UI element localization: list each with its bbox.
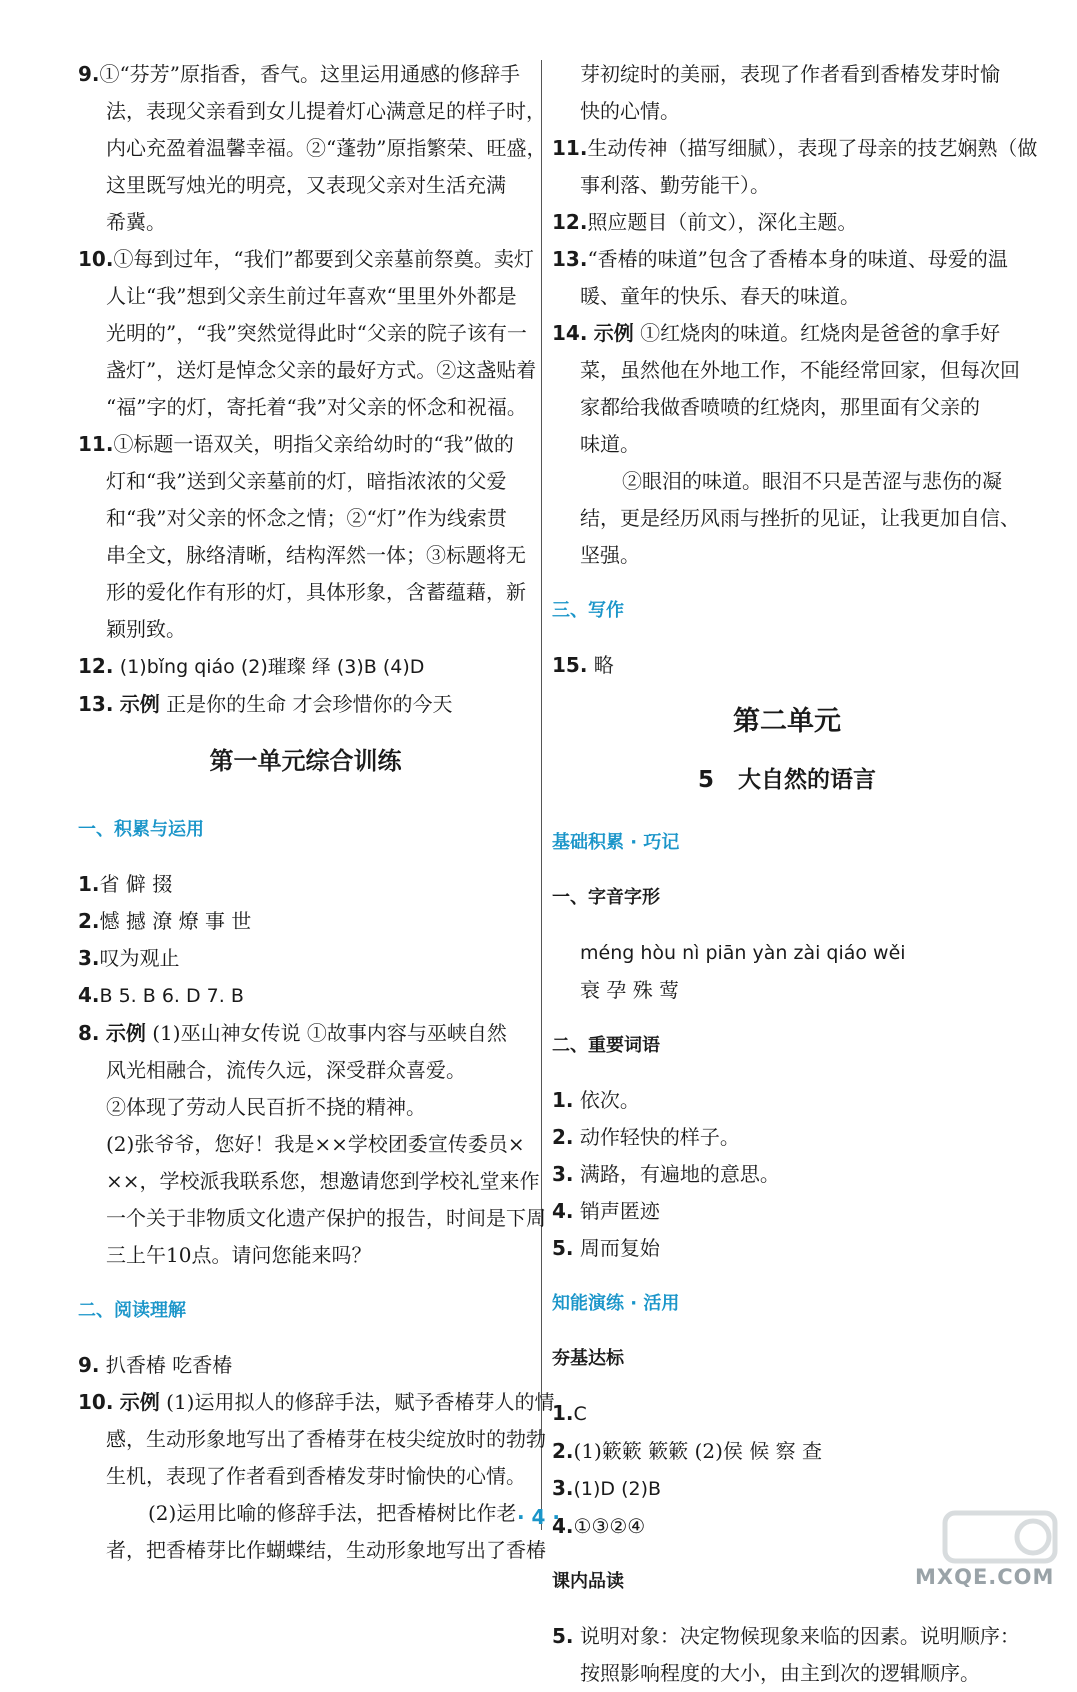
answer-r2: 2.憾 撼 潦 燎 事 世 bbox=[78, 909, 252, 933]
subsection-heading: 一、字音字形 bbox=[552, 887, 660, 908]
section-heading: 二、阅读理解 bbox=[78, 1300, 186, 1321]
section-heading: 三、写作 bbox=[552, 600, 624, 621]
answer-r10: 10. 示例 (1)运用拟人的修辞手法，赋予香椿芽人的情 bbox=[78, 1390, 555, 1414]
subsection-heading: 二、重要词语 bbox=[552, 1035, 660, 1056]
answer-11-right: 11.生动传神（描写细腻），表现了母亲的技艺娴熟（做 bbox=[552, 136, 1038, 160]
answer-11: 11.①标题一语双关，明指父亲给幼时的“我”做的 bbox=[78, 432, 514, 456]
answer-12-right: 12.照应题目（前文），深化主题。 bbox=[552, 210, 858, 234]
chars-row: 衰 孕 殊 莺 bbox=[580, 978, 680, 1002]
page-number: · 4 · bbox=[516, 1505, 561, 1529]
section-heading: 基础积累 · 巧记 bbox=[552, 832, 680, 853]
answer-13-right: 13.“香椿的味道”包含了香椿本身的味道、母爱的温 bbox=[552, 247, 1008, 271]
answer-12: 12. (1)bǐng qiáo (2)璀璨 绎 (3)B (4)D bbox=[78, 654, 425, 678]
unit-review-title: 第一单元综合训练 bbox=[209, 747, 402, 775]
answer-r4-7: 4.B 5. B 6. D 7. B bbox=[78, 983, 244, 1007]
answer-9: 9.①“芬芳”原指香，香气。这里运用通感的修辞手 bbox=[78, 62, 520, 86]
right-column: 芽初绽时的美丽，表现了作者看到香椿发芽时愉 快的心情。 11.生动传神（描写细腻），表现了母亲的技艺娴熟（做 事利落、勤劳能干）。 12.照应题目（前文），深化主题。 13.“香椿的味道”包含了香椿本身的味道、母爱的温 暖、童年的快乐、春天的味道。 14. 示例 ①红烧肉的味道。红烧肉是爸爸的拿手好 菜，虽然他在外地工作，不能经常回家，但每次回 家都给我做香喷喷的红烧肉，那里面有父亲的 味道。 ②眼泪的味道。眼泪不只是苦涩与悲伤的凝 结，更是经历风雨与挫折的见证，让我更加自信、 坚强。 三、写作 15. 略 第二单元 5 大自然的语言 基础积累 · 巧记 一、字音字形 méng hòu nì piān yàn zài qiáo wěi 衰 孕 殊 莺 二、重要词语 1. 依次。 2. 动作轻快的样子。 3. 满路，有遍地的意思。 4. 销声匿迹 5. 周而复始 知能演练 · 活用 夯基达标 1.C 2.(1)簌簌 簌簌 (2)侯 候 察 查 3.(1)D (2)B 4.①③②④ 课内品读 5. 说明对象：决定物候现象来临的因素。说明顺序： 按照影响程度的大小，由主到次的逻辑顺序。 bbox=[552, 62, 1038, 1685]
answer-15-right: 15. 略 bbox=[552, 653, 614, 677]
answer-r3: 3.叹为观止 bbox=[78, 946, 180, 970]
subsection-heading: 课内品读 bbox=[552, 1571, 624, 1592]
answer-r1: 1.省 僻 掇 bbox=[78, 872, 173, 896]
answer-r8: 8. 示例 (1)巫山神女传说 ①故事内容与巫峡自然 bbox=[78, 1021, 507, 1045]
section-heading: 知能演练 · 活用 bbox=[552, 1293, 680, 1314]
section-heading: 一、积累与运用 bbox=[78, 819, 204, 840]
pinyin-row: méng hòu nì piān yàn zài qiáo wěi bbox=[580, 942, 906, 964]
answer-13: 13. 示例 正是你的生命 才会珍惜你的今天 bbox=[78, 692, 453, 716]
answer-r9: 9. 扒香椿 吃香椿 bbox=[78, 1353, 233, 1377]
column-divider bbox=[541, 60, 542, 1530]
subsection-heading: 夯基达标 bbox=[552, 1348, 624, 1369]
answer-10: 10.①每到过年，“我们”都要到父亲墓前祭奠。卖灯 bbox=[78, 247, 534, 271]
lesson-title: 5 大自然的语言 bbox=[697, 767, 877, 793]
unit-title: 第二单元 bbox=[733, 706, 841, 737]
answer-14-right: 14. 示例 ①红烧肉的味道。红烧肉是爸爸的拿手好 bbox=[552, 321, 1001, 345]
left-column: 9.①“芬芳”原指香，香气。这里运用通感的修辞手 法，表现父亲看到女儿提着灯心满意足的样子时， 内心充盈着温馨幸福。②“蓬勃”原指繁荣、旺盛， 这里既写烛光的明亮，又表现父亲对生活充满 希冀。 10.①每到过年，“我们”都要到父亲墓前祭奠。卖灯 人让“我”想到父亲生前过年喜欢“里里外外都是 光明的”，“我”突然觉得此时“父亲的院子该有一 盏灯”，送灯是悼念父亲的最好方式。②这盏贴着 “福”字的灯，寄托着“我”对父亲的怀念和祝福。 11.①标题一语双关，明指父亲给幼时的“我”做的 灯和“我”送到父亲墓前的灯，暗指浓浓的父爱 和“我”对父亲的怀念之情；②“灯”作为线索贯 串全文，脉络清晰，结构浑然一体；③标题将无 形的爱化作有形的灯，具体形象，含蓄蕴藉，新 颖别致。 12. (1)bǐng qiáo (2)璀璨 绎 (3)B (4)D 13. 示例 正是你的生命 才会珍惜你的今天 第一单元综合训练 一、积累与运用 1.省 僻 掇 2.憾 撼 潦 燎 事 世 3.叹为观止 4.B 5. B 6. D 7. B 8. 示例 (1)巫山神女传说 ①故事内容与巫峡自然 风光相融合，流传久远，深受群众喜爱。 ②体现了劳动人民百折不挠的精神。 (2)张爷爷，您好！我是××学校团委宣传委员× ××，学校派我联系您，想邀请您到学校礼堂来作 一个关于非物质文化遗产保护的报告，时间是下周 三上午10点。请问您能来吗？ 二、阅读理解 9. 扒香椿 吃香椿 10. 示例 (1)运用拟人的修辞手法，赋予香椿芽人的情 感，生动形象地写出了香椿芽在枝尖绽放时的勃勃 生机，表现了作者看到香椿发芽时愉快的心情。 (2)运用比喻的修辞手法，把香椿树比作老 者，把香椿芽比作蝴蝶结，生动形象地写出了香椿 bbox=[78, 56, 533, 1569]
watermark-text: MXQE.COM bbox=[915, 1565, 1055, 1589]
